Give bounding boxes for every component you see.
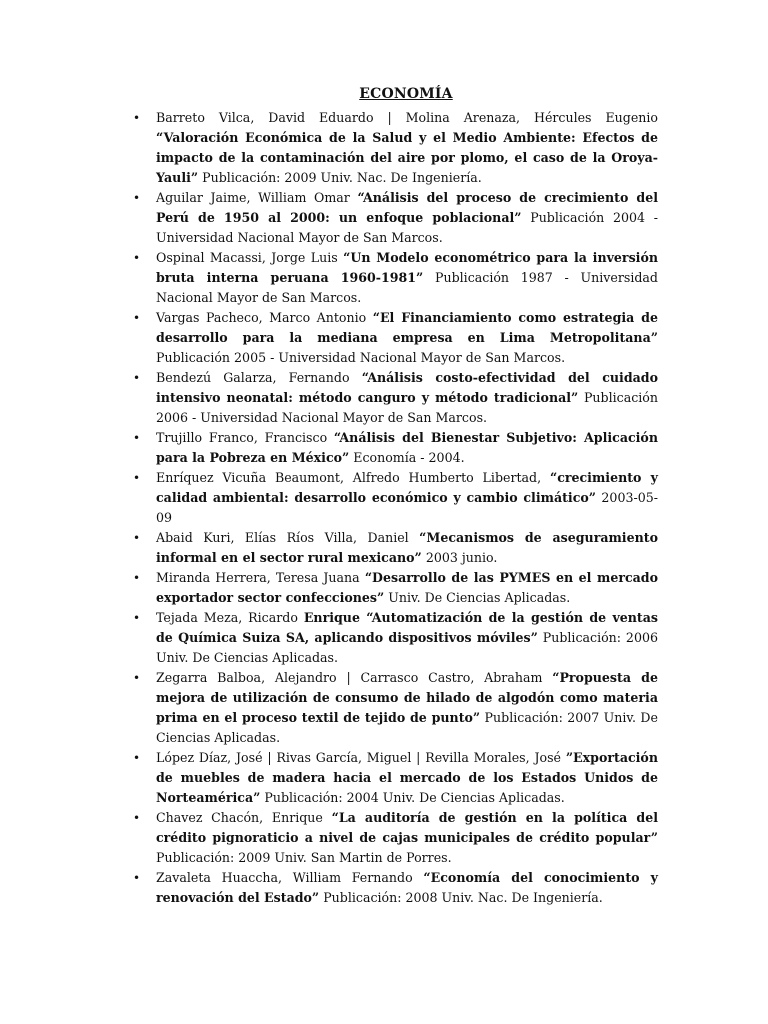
entry-title: “La auditoría de gestión en la política del crédito pignoraticio a nivel de cajas municipales de crédito popular” <box>156 810 658 845</box>
entry-authors: Zavaleta Huaccha, William Fernando <box>156 870 424 885</box>
list-item <box>133 468 658 528</box>
list-item <box>133 528 658 568</box>
list-item <box>133 368 658 428</box>
entry-details: Publicación 2004 - Universidad Nacional Mayor de San Marcos. <box>156 210 658 245</box>
thesis-list <box>133 108 658 908</box>
entry-title: ”Exportación de muebles de madera hacia el mercado de los Estados Unidos de Norteamérica” <box>156 750 658 805</box>
list-item <box>133 188 658 248</box>
entry-authors: Abaid Kuri, Elías Ríos Villa, Daniel <box>156 530 420 545</box>
entry-details: Publicación: 2007 Univ. De Ciencias Aplicadas. <box>156 710 658 745</box>
entry-details: 2003 junio. <box>421 550 498 565</box>
list-item <box>133 428 658 468</box>
entry-details: Economía - 2004. <box>349 450 465 465</box>
entry-details: Publicación 1987 - Universidad Nacional Mayor de San Marcos. <box>156 270 658 305</box>
bullet-icon: • <box>133 751 141 765</box>
entry-title: “Un Modelo econométrico para la inversión bruta interna peruana 1960-1981” <box>156 250 658 285</box>
bullet-icon: • <box>133 471 141 485</box>
page-title: ECONOMÍA <box>359 86 453 102</box>
entry-title: “crecimiento y calidad ambiental: desarrollo económico y cambio climático” <box>156 470 658 505</box>
entry-title: “Mecanismos de aseguramiento informal en el sector rural mexicano” <box>156 530 658 565</box>
entry-title: “Desarrollo de las PYMES en el mercado exportador sector confecciones” <box>156 570 658 605</box>
entry-details: Publicación: 2009 Univ. San Martin de Porres. <box>156 850 452 865</box>
entry-title: “Economía del conocimiento y renovación del Estado” <box>156 870 658 905</box>
entry-authors: Barreto Vilca, David Eduardo | Molina Arenaza, Hércules Eugenio <box>156 110 658 125</box>
entry-authors: Chavez Chacón, Enrique <box>156 810 332 825</box>
bullet-icon: • <box>133 371 141 385</box>
entry-authors: Zegarra Balboa, Alejandro | Carrasco Castro, Abraham <box>156 670 553 685</box>
bullet-icon: • <box>133 111 141 125</box>
entry-details: Publicación: 2008 Univ. Nac. De Ingeniería. <box>319 890 603 905</box>
list-item <box>133 568 658 608</box>
bullet-icon: • <box>133 431 141 445</box>
entry-details: Publicación: 2006 Univ. De Ciencias Aplicadas. <box>156 630 658 665</box>
list-item <box>133 308 658 368</box>
entry-details: Publicación 2005 - Universidad Nacional Mayor de San Marcos. <box>156 350 566 365</box>
bullet-icon: • <box>133 671 141 685</box>
entry-authors: Tejada Meza, Ricardo <box>156 610 304 625</box>
entry-details: 2003-05-09 <box>156 490 658 525</box>
entry-authors: Enríquez Vicuña Beaumont, Alfredo Humberto Libertad, <box>156 470 550 485</box>
list-item <box>133 248 658 308</box>
list-item <box>133 608 658 668</box>
entry-authors: Miranda Herrera, Teresa Juana <box>156 570 365 585</box>
bullet-icon: • <box>133 531 141 545</box>
entry-title: “El Financiamiento como estrategia de desarrollo para la mediana empresa en Lima Metropolitana” <box>156 310 658 345</box>
bullet-icon: • <box>133 311 141 325</box>
bullet-icon: • <box>133 191 141 205</box>
list-item <box>133 868 658 908</box>
entry-title: “Análisis costo-efectividad del cuidado intensivo neonatal: método canguro y método tradicional” <box>156 370 658 405</box>
bullet-icon: • <box>133 571 141 585</box>
bullet-icon: • <box>133 611 141 625</box>
entry-title: “Valoración Económica de la Salud y el Medio Ambiente: Efectos de impacto de la contaminación del aire por plomo, el caso de la Oroya-Yauli” <box>156 130 658 185</box>
entry-details: Publicación: 2009 Univ. Nac. De Ingeniería. <box>198 170 482 185</box>
bullet-icon: • <box>133 811 141 825</box>
list-item <box>133 668 658 748</box>
entry-authors: Ospinal Macassi, Jorge Luis <box>156 250 344 265</box>
entry-authors: Vargas Pacheco, Marco Antonio <box>156 310 373 325</box>
bullet-icon: • <box>133 251 141 265</box>
entry-title: “Análisis del proceso de crecimiento del Perú de 1950 al 2000: un enfoque poblacional” <box>156 190 658 225</box>
entry-title: “Análisis del Bienestar Subjetivo: Aplicación para la Pobreza en México” <box>156 430 658 465</box>
entry-title: “Propuesta de mejora de utilización de consumo de hilado de algodón como materia prima en el proceso textil de tejido de punto” <box>156 670 658 725</box>
list-item <box>133 108 658 188</box>
entry-authors: Trujillo Franco, Francisco <box>156 430 334 445</box>
entry-authors: López Díaz, José | Rivas García, Miguel | Revilla Morales, José <box>156 750 566 765</box>
entry-authors: Aguilar Jaime, William Omar <box>156 190 358 205</box>
entry-details: Publicación 2006 - Universidad Nacional Mayor de San Marcos. <box>156 390 658 425</box>
entry-authors: Bendezú Galarza, Fernando <box>156 370 362 385</box>
entry-details: Publicación: 2004 Univ. De Ciencias Aplicadas. <box>260 790 565 805</box>
entry-title: Enrique “Automatización de la gestión de ventas de Química Suiza SA, aplicando dispositivos móviles” <box>156 610 658 645</box>
list-item <box>133 748 658 808</box>
list-item <box>133 808 658 868</box>
bullet-icon: • <box>133 871 141 885</box>
entry-details: Univ. De Ciencias Aplicadas. <box>384 590 571 605</box>
